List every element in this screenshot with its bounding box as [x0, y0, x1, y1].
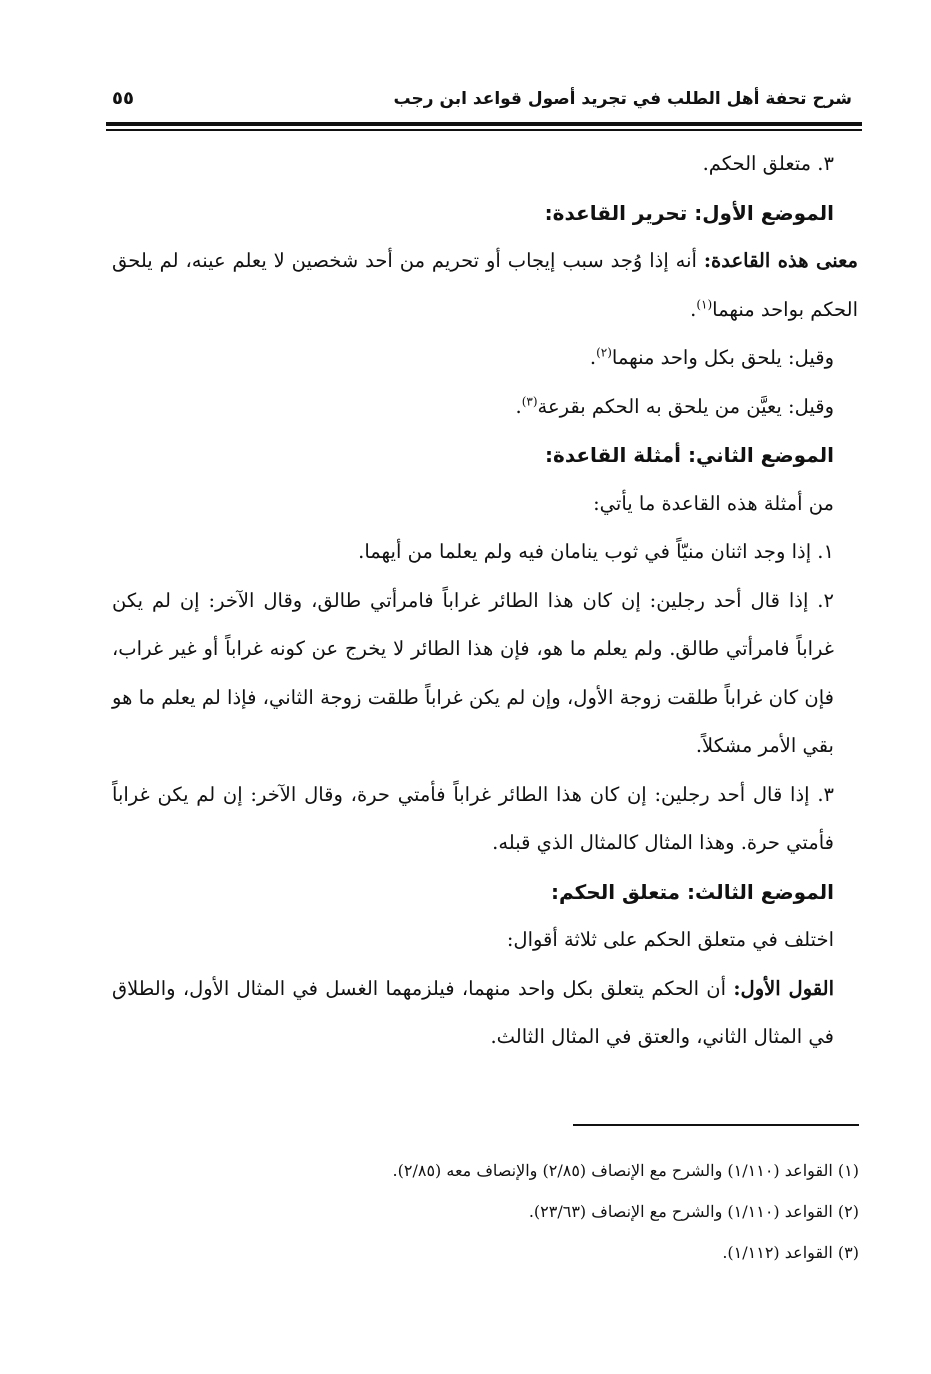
opinion-2-text: وقيل: يعيَّن من يلحق به الحكم بقرعة	[537, 394, 834, 418]
example-3: ٣. إذا قال أحد رجلين: إن كان هذا الطائر غراباً فأمتي حرة، وقال الآخر: إن لم يكن غراباً فأمتي حرة. وهذا المثال كالمثال الذي قبله.	[112, 782, 834, 854]
rule-meaning-paragraph: معنى هذه القاعدة: أنه إذا وُجد سبب إيجاب أو تحريم من أحد شخصين لا يعلم عينه، لم يلحق الحكم بواحد منهما$^{(١)}$.	[112, 249, 858, 321]
opinion-1: وقيل: يلحق بكل واحد منهما$^{(٢)}$.	[589, 345, 834, 369]
example-1: ١. إذا وجد اثنان منيّاً في ثوب ينامان فيه ولم يعلما من أيهما.	[358, 540, 834, 563]
example-2: ٢. إذا قال أحد رجلين: إن كان هذا الطائر غراباً فامرأتي طالق، وقال الآخر: إن لم يكن غراباً فامرأتي طالق. ولم يعلم ما هو، فإن هذا الطائر لا يخرج عن كونه غراباً أو غير غراب، فإن كان غراباً طلقت زوجة الأول، وإن لم يكن غراباً طلقت زوجة الثاني، فإذا لم يعلم ما هو بقي الأمر مشكلاً.	[112, 588, 834, 757]
footnote-ref-2: (٢)	[596, 345, 612, 360]
footnote-3: (٣) القواعد (١/١١٢).	[722, 1243, 859, 1262]
meaning-label: معنى هذه القاعدة:	[703, 249, 858, 272]
footnote-separator	[573, 1124, 859, 1126]
footnote-ref-1: (١)	[696, 297, 713, 311]
view-1-paragraph	[112, 965, 858, 1062]
running-title: شرح تحفة أهل الطلب في تجريد أصول قواعد ابن رجب	[393, 89, 852, 109]
section-heading-3: الموضع الثالث: متعلق الحكم:	[550, 879, 834, 904]
examples-intro: من أمثلة هذه القاعدة ما يأتي:	[593, 491, 834, 515]
section-heading-1: الموضع الأول: تحرير القاعدة:	[544, 200, 834, 225]
section-heading-2: الموضع الثاني: أمثلة القاعدة:	[545, 443, 834, 467]
footnote-ref-3: (٣)	[521, 394, 538, 408]
opinion-2: وقيل: يعيَّن من يلحق به الحكم بقرعة$^{(٣)}$.	[515, 394, 834, 418]
header-rule-thick	[106, 122, 862, 126]
views-intro: اختلف في متعلق الحكم على ثلاثة أقوال:	[506, 928, 834, 951]
footnote-1: (١) القواعد (١/١١٠) والشرح مع الإنصاف (٢/٨٥) والإنصاف معه (٢/٨٥).	[392, 1161, 859, 1180]
header-rule-thin	[106, 129, 862, 131]
footnotes	[159, 1150, 859, 1273]
body-text	[112, 140, 858, 1062]
running-header	[112, 86, 852, 120]
footnote-2: (٢) القواعد (١/١١٠) والشرح مع الإنصاف (٢٣/٦٣).	[528, 1202, 859, 1221]
view-1-label: القول الأول:	[733, 976, 834, 1000]
list-item-3-previous: ٣. متعلق الحكم.	[702, 152, 834, 175]
view-1-text: أن الحكم يتعلق بكل واحد منهما، فيلزمهما الغسل في المثال الأول، والطلاق في المثال الثاني، والعتق في المثال الثالث.	[112, 976, 834, 1048]
opinion-1-text: وقيل: يلحق بكل واحد منهما	[611, 346, 834, 369]
meaning-text: أنه إذا وُجد سبب إيجاب أو تحريم من أحد شخصين لا يعلم عينه، لم يلحق الحكم بواحد منهما	[112, 249, 858, 321]
page-number: ٥٥	[112, 88, 134, 109]
